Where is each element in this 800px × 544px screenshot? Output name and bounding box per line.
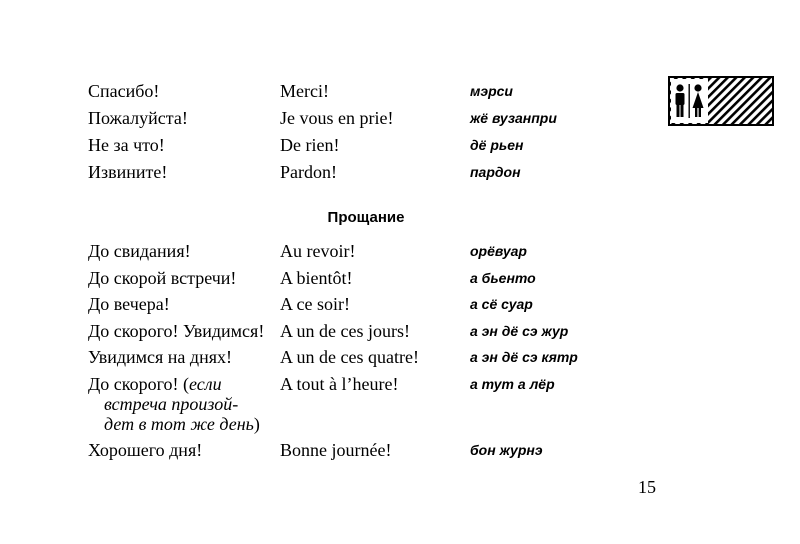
phrase-row [0,267,800,289]
french-phrase: A tout à l’heure! [280,374,399,394]
russian-phrase: До скорого! Увидимся! [88,321,265,341]
french-phrase: A ce soir! [280,294,350,314]
phrase-row [0,107,800,129]
french-phrase: A bientôt! [280,268,353,288]
french-phrase: Au revoir! [280,241,356,261]
transcription: дё рьен [470,137,524,153]
russian-phrase: Не за что! [88,135,165,155]
usage-note: дет в тот же день [104,414,254,434]
french-phrase: A un de ces quatre! [280,347,419,367]
usage-note: встреча произой- [104,394,239,414]
transcription: бон журнэ [470,442,543,458]
french-phrase: Pardon! [280,162,337,182]
russian-phrase: Увидимся на днях! [88,347,232,367]
french-phrase: A un de ces jours! [280,321,410,341]
french-phrase: Je vous en prie! [280,108,394,128]
transcription: жё вузанпри [470,110,557,126]
phrase-row [0,240,800,262]
note-line-3 [88,414,260,434]
french-phrase: De rien! [280,135,340,155]
russian-phrase-prefix: До скорого! ( [88,374,190,394]
phrase-row-with-note [0,374,800,436]
russian-phrase: Пожалуйста! [88,108,188,128]
russian-phrase: До вечера! [88,294,170,314]
phrase-row [0,439,800,461]
transcription: а эн дё сэ кятр [470,349,578,365]
russian-phrase: До скорой встречи! [88,268,237,288]
russian-phrase-suffix: ) [253,414,260,434]
transcription: а сё суар [470,296,533,312]
transcription: а бьенто [470,270,536,286]
french-phrase: Bonne journée! [280,440,392,460]
phrase-row [0,161,800,183]
section-heading: Прощание [327,209,405,226]
phrase-row [0,346,800,368]
note-line-1 [88,374,260,394]
french-phrase: Merci! [280,81,329,101]
phrase-row [0,80,800,102]
phrase-row [0,134,800,156]
russian-phrase: Извините! [88,162,168,182]
transcription: а эн дё сэ жур [470,323,569,339]
page-number: 15 [638,477,656,497]
usage-note: если [189,374,222,394]
transcription: орёвуар [470,243,527,259]
russian-phrase: Хорошего дня! [88,440,203,460]
transcription: а тут а лёр [470,376,555,392]
note-line-2 [88,394,260,414]
phrase-row [0,293,800,315]
russian-phrase [88,374,260,434]
phrase-row [0,320,800,342]
transcription: мэрси [470,83,513,99]
russian-phrase: Спасибо! [88,81,160,101]
russian-phrase: До свидания! [88,241,191,261]
transcription: пардон [470,164,521,180]
